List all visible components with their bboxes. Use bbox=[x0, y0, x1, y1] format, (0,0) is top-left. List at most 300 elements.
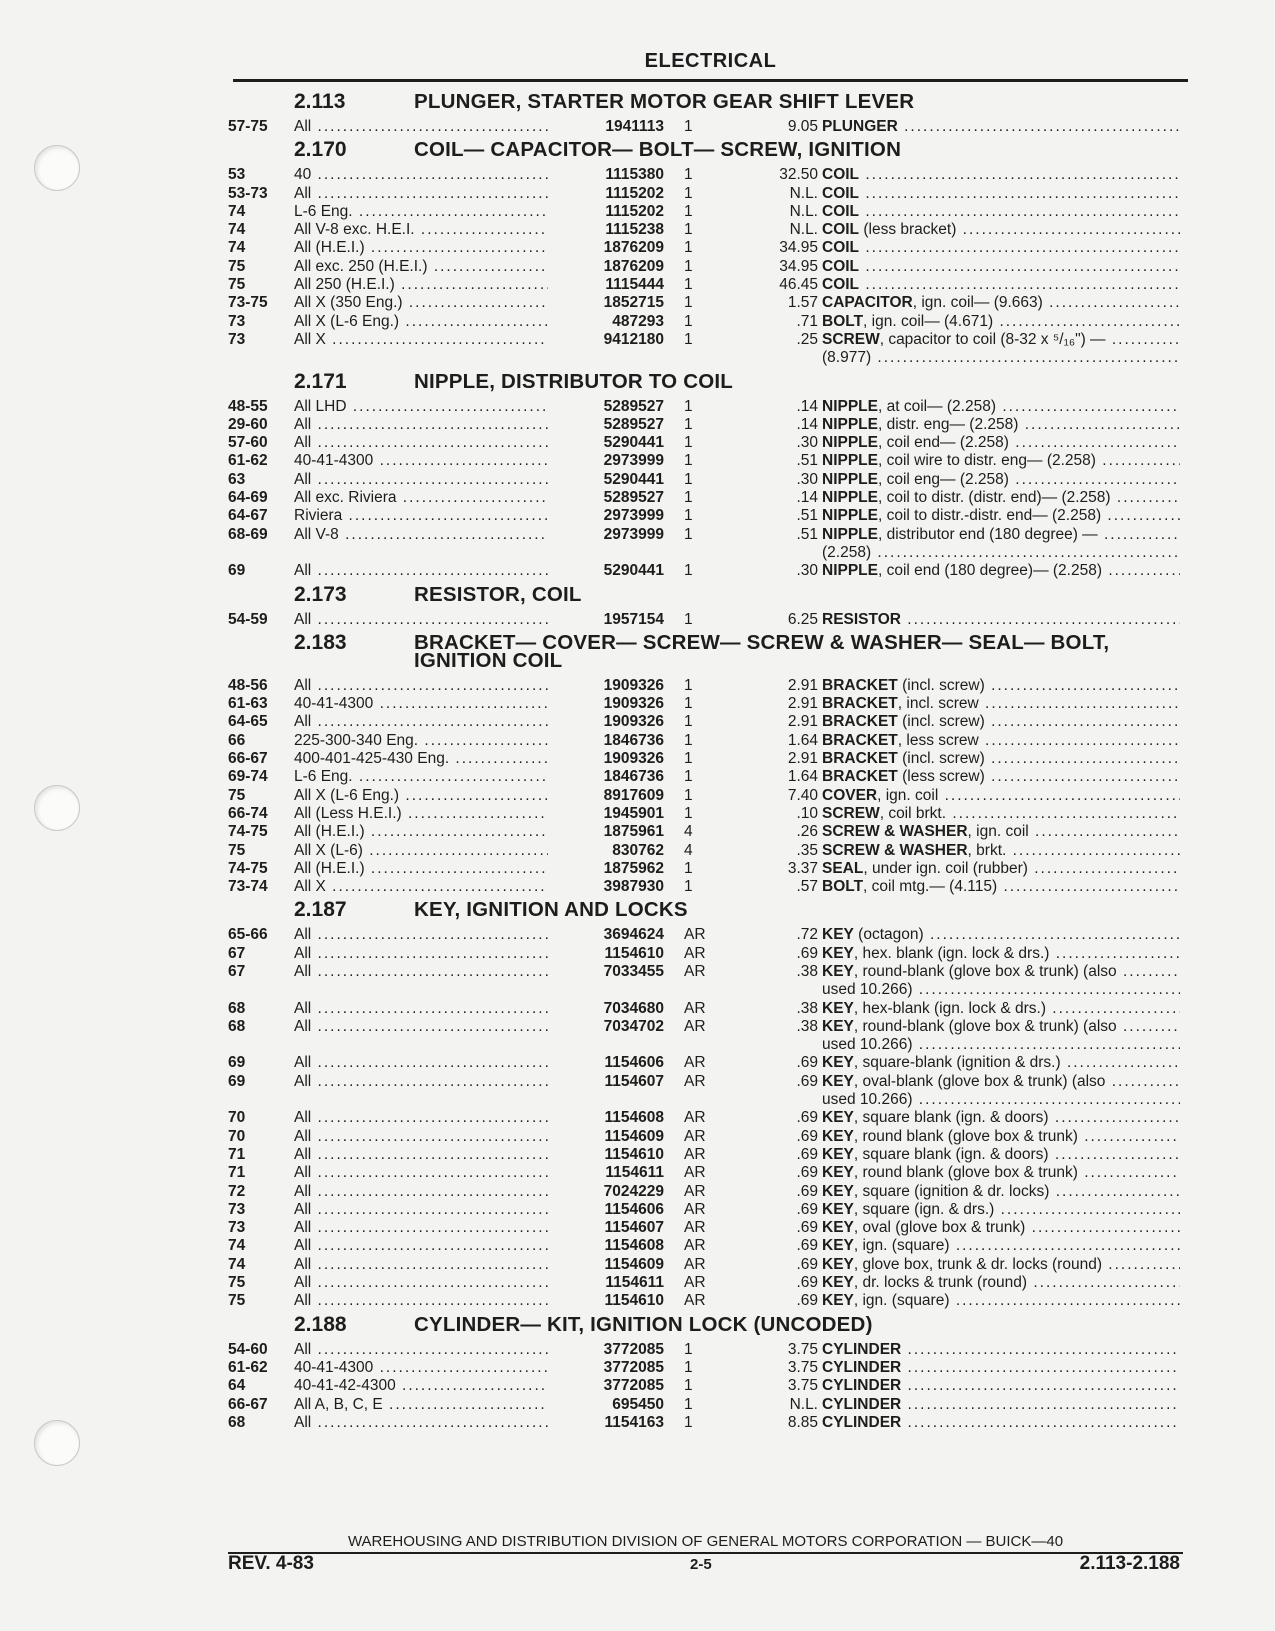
description-detail: , ign. coil bbox=[877, 786, 939, 804]
description-line bbox=[822, 331, 1180, 349]
quantity: 1 bbox=[684, 294, 693, 312]
description-keyword: KEY bbox=[822, 1054, 854, 1072]
description-keyword: NIPPLE bbox=[822, 397, 878, 415]
description-line bbox=[822, 452, 1180, 470]
footer-division: WAREHOUSING AND DISTRIBUTION DIVISION OF GENERAL MOTORS CORPORATION — BUICK—40 bbox=[228, 1533, 1183, 1554]
application: All ..... bbox=[294, 945, 559, 963]
part-number: 3772085 bbox=[548, 1359, 664, 1377]
application: All V-8 exc. H.E.I. ..... bbox=[294, 221, 559, 239]
model-years: 68 bbox=[228, 1017, 246, 1035]
quantity: 1 bbox=[684, 610, 693, 628]
quantity: AR bbox=[684, 1255, 706, 1273]
application: All ..... bbox=[294, 926, 559, 944]
price: .69 bbox=[796, 1292, 818, 1310]
price: .69 bbox=[796, 1054, 818, 1072]
description bbox=[822, 562, 1180, 580]
model-years: 75 bbox=[228, 786, 246, 804]
quantity: AR bbox=[684, 926, 706, 944]
application: All ..... bbox=[294, 1146, 559, 1164]
application: All A, B, C, E ..... bbox=[294, 1396, 559, 1414]
price: .14 bbox=[796, 489, 818, 507]
description-line bbox=[822, 1183, 1180, 1201]
description-detail: , less screw bbox=[897, 731, 979, 749]
part-row bbox=[228, 787, 1183, 805]
description-keyword: CAPACITOR bbox=[822, 294, 913, 312]
description-line bbox=[822, 118, 1180, 136]
price: .69 bbox=[796, 1255, 818, 1273]
model-years: 61-63 bbox=[228, 695, 268, 713]
model-years: 48-55 bbox=[228, 397, 268, 415]
quantity: AR bbox=[684, 1164, 706, 1182]
description-line bbox=[822, 221, 1180, 239]
quantity: AR bbox=[684, 1219, 706, 1237]
section-title bbox=[414, 90, 1179, 113]
description-line bbox=[822, 1164, 1180, 1182]
application: All X ..... bbox=[294, 878, 559, 896]
part-number: 695450 bbox=[548, 1396, 664, 1414]
quantity: 1 bbox=[684, 257, 693, 275]
description bbox=[822, 1018, 1180, 1054]
part-row bbox=[228, 294, 1183, 312]
model-years: 66-74 bbox=[228, 804, 268, 822]
price: .71 bbox=[796, 312, 818, 330]
part-number: 1154611 bbox=[548, 1164, 664, 1182]
application: All (H.E.I.) ..... bbox=[294, 823, 559, 841]
application: All X (L-6 Eng.) ..... bbox=[294, 787, 559, 805]
description-keyword: COVER bbox=[822, 786, 878, 804]
price: .14 bbox=[796, 415, 818, 433]
application: All 250 (H.E.I.) ..... bbox=[294, 276, 559, 294]
description-detail: , hex-blank (ign. lock & drs.) bbox=[853, 999, 1046, 1017]
quantity: 1 bbox=[684, 239, 693, 257]
description-line bbox=[822, 276, 1180, 294]
quantity: AR bbox=[684, 1274, 706, 1292]
description-line bbox=[822, 860, 1180, 878]
description-line bbox=[822, 1073, 1180, 1091]
description-line bbox=[822, 1109, 1180, 1127]
description bbox=[822, 239, 1180, 257]
description-detail: , incl. screw bbox=[897, 695, 979, 713]
description-keyword: COIL bbox=[822, 239, 860, 257]
part-row bbox=[228, 805, 1183, 823]
description bbox=[822, 294, 1180, 312]
description-keyword: KEY bbox=[822, 944, 854, 962]
description-line bbox=[822, 349, 1180, 367]
model-years: 75 bbox=[228, 257, 246, 275]
quantity: 4 bbox=[684, 841, 693, 859]
quantity: 1 bbox=[684, 118, 693, 135]
page-title: ELECTRICAL bbox=[233, 50, 1188, 82]
part-number: 5290441 bbox=[548, 471, 664, 489]
description-keyword: RESISTOR bbox=[822, 610, 901, 628]
application: All (Less H.E.I.) ..... bbox=[294, 805, 559, 823]
description bbox=[822, 823, 1180, 841]
part-number: 1909326 bbox=[548, 713, 664, 731]
model-years: 68 bbox=[228, 999, 246, 1017]
application: All ..... bbox=[294, 1128, 559, 1146]
part-row bbox=[228, 313, 1183, 331]
description-line bbox=[822, 489, 1180, 507]
part-number: 1154609 bbox=[548, 1128, 664, 1146]
description bbox=[822, 1219, 1180, 1237]
price: 34.95 bbox=[779, 239, 818, 257]
description-line bbox=[822, 981, 1180, 999]
part-number: 3772085 bbox=[548, 1341, 664, 1359]
quantity: 1 bbox=[684, 676, 693, 694]
section-header bbox=[228, 631, 1183, 677]
application: All ..... bbox=[294, 1414, 559, 1432]
description bbox=[822, 1256, 1180, 1274]
application: All ..... bbox=[294, 713, 559, 731]
description-detail: , round blank (glove box & trunk) bbox=[853, 1127, 1078, 1145]
section-title-line: RESISTOR, COIL bbox=[414, 582, 582, 606]
price: .57 bbox=[796, 878, 818, 896]
model-years: 73 bbox=[228, 1200, 246, 1218]
description-line bbox=[822, 239, 1180, 257]
model-years: 70 bbox=[228, 1127, 246, 1145]
application: All X (350 Eng.) ..... bbox=[294, 294, 559, 312]
description-detail: used 10.266) bbox=[822, 980, 913, 998]
part-row bbox=[228, 1219, 1183, 1237]
description-line bbox=[822, 611, 1180, 629]
price: 3.75 bbox=[787, 1340, 818, 1358]
part-row bbox=[228, 489, 1183, 507]
description-line bbox=[822, 695, 1180, 713]
description-keyword: NIPPLE bbox=[822, 470, 878, 488]
section-number: 2.183 bbox=[294, 630, 347, 654]
part-number: 2973999 bbox=[548, 526, 664, 544]
description bbox=[822, 1341, 1180, 1359]
description-keyword: NIPPLE bbox=[822, 489, 878, 507]
application: All X ..... bbox=[294, 331, 559, 349]
part-row bbox=[228, 732, 1183, 750]
description bbox=[822, 713, 1180, 731]
section-title bbox=[414, 369, 1179, 393]
price: 2.91 bbox=[787, 750, 818, 768]
price: .30 bbox=[796, 434, 818, 452]
description-detail: (incl. screw) bbox=[897, 750, 985, 768]
price: .10 bbox=[796, 804, 818, 822]
application: All LHD ..... bbox=[294, 398, 559, 416]
description bbox=[822, 842, 1180, 860]
price: .51 bbox=[796, 525, 818, 543]
model-years: 73 bbox=[228, 312, 246, 330]
description-line bbox=[822, 1359, 1180, 1377]
part-number: 9412180 bbox=[548, 331, 664, 349]
model-years: 66-67 bbox=[228, 750, 268, 768]
price: .25 bbox=[796, 330, 818, 348]
description bbox=[822, 452, 1180, 470]
quantity: AR bbox=[684, 1200, 706, 1218]
description-line bbox=[822, 1018, 1180, 1036]
description bbox=[822, 787, 1180, 805]
part-number: 830762 bbox=[548, 842, 664, 860]
part-number: 3772085 bbox=[548, 1377, 664, 1395]
part-row bbox=[228, 1000, 1183, 1018]
section-header bbox=[228, 1313, 1183, 1341]
price: .69 bbox=[796, 1182, 818, 1200]
application: All exc. 250 (H.E.I.) ..... bbox=[294, 258, 559, 276]
section-number: 2.188 bbox=[294, 1312, 347, 1336]
description-line bbox=[822, 1036, 1180, 1054]
quantity: 1 bbox=[684, 1377, 693, 1395]
section-title-line: KEY, IGNITION AND LOCKS bbox=[414, 898, 688, 922]
description bbox=[822, 963, 1180, 999]
quantity: 1 bbox=[684, 1340, 693, 1358]
part-row bbox=[228, 677, 1183, 695]
description bbox=[822, 1128, 1180, 1146]
description bbox=[822, 313, 1180, 331]
quantity: 1 bbox=[684, 1413, 693, 1431]
quantity: 1 bbox=[684, 184, 693, 202]
description-line bbox=[822, 258, 1180, 276]
description-keyword: KEY bbox=[822, 1255, 854, 1273]
description-detail: , coil end (180 degree)— (2.258) bbox=[877, 562, 1103, 580]
description bbox=[822, 1274, 1180, 1292]
price: 2.91 bbox=[787, 676, 818, 694]
application: All ..... bbox=[294, 118, 559, 136]
model-years: 53-73 bbox=[228, 184, 268, 202]
model-years: 74 bbox=[228, 239, 246, 257]
section-number: 2.113 bbox=[294, 90, 346, 113]
part-number: 7024229 bbox=[548, 1183, 664, 1201]
part-row bbox=[228, 276, 1183, 294]
description-keyword: COIL bbox=[822, 166, 860, 184]
description bbox=[822, 1109, 1180, 1127]
description-line bbox=[822, 713, 1180, 731]
price: .69 bbox=[796, 1237, 818, 1255]
part-number: 1945901 bbox=[548, 805, 664, 823]
description-keyword: CYLINDER bbox=[822, 1377, 902, 1395]
quantity: AR bbox=[684, 962, 706, 980]
model-years: 73 bbox=[228, 1219, 246, 1237]
description-keyword: KEY bbox=[822, 1017, 854, 1035]
description-keyword: KEY bbox=[822, 1292, 854, 1310]
quantity: 1 bbox=[684, 330, 693, 348]
part-number: 1875961 bbox=[548, 823, 664, 841]
model-years: 73-75 bbox=[228, 294, 268, 312]
part-row bbox=[228, 166, 1183, 184]
description bbox=[822, 203, 1180, 221]
section-header bbox=[228, 90, 1183, 118]
section-number: 2.170 bbox=[294, 138, 347, 162]
description-keyword: KEY bbox=[822, 1109, 854, 1127]
part-row bbox=[228, 452, 1183, 470]
model-years: 75 bbox=[228, 841, 246, 859]
part-row bbox=[228, 416, 1183, 434]
description-detail: (2.258) bbox=[822, 543, 872, 561]
description-keyword: BRACKET bbox=[822, 768, 898, 786]
model-years: 64-69 bbox=[228, 489, 268, 507]
price: .69 bbox=[796, 1274, 818, 1292]
application: All exc. Riviera ..... bbox=[294, 489, 559, 507]
model-years: 74-75 bbox=[228, 859, 268, 877]
description-keyword: NIPPLE bbox=[822, 562, 878, 580]
model-years: 66 bbox=[228, 731, 246, 749]
price: 2.91 bbox=[787, 695, 818, 713]
section-title bbox=[414, 1312, 1179, 1336]
part-row bbox=[228, 221, 1183, 239]
quantity: 1 bbox=[684, 434, 693, 452]
description bbox=[822, 1292, 1180, 1310]
part-number: 1852715 bbox=[548, 294, 664, 312]
description bbox=[822, 398, 1180, 416]
description-line bbox=[822, 945, 1180, 963]
part-number: 5289527 bbox=[548, 398, 664, 416]
application: All ..... bbox=[294, 1183, 559, 1201]
description bbox=[822, 805, 1180, 823]
application: All (H.E.I.) ..... bbox=[294, 239, 559, 257]
model-years: 65-66 bbox=[228, 926, 268, 944]
application: All ..... bbox=[294, 434, 559, 452]
price: 34.95 bbox=[779, 257, 818, 275]
description-detail: , coil mtg.— (4.115) bbox=[863, 878, 998, 896]
description-detail: , distr. eng— (2.258) bbox=[877, 415, 1019, 433]
model-years: 54-59 bbox=[228, 610, 268, 628]
price: 46.45 bbox=[779, 276, 818, 294]
description-line bbox=[822, 313, 1180, 331]
model-years: 69-74 bbox=[228, 768, 268, 786]
model-years: 74 bbox=[228, 1255, 246, 1273]
model-years: 70 bbox=[228, 1109, 246, 1127]
section-title-line: IGNITION COIL bbox=[414, 648, 563, 672]
part-row bbox=[228, 1292, 1183, 1310]
description-line bbox=[822, 1201, 1180, 1219]
quantity: 1 bbox=[684, 397, 693, 415]
description-detail: , square blank (ign. & doors) bbox=[853, 1109, 1049, 1127]
quantity: 1 bbox=[684, 786, 693, 804]
description bbox=[822, 1054, 1180, 1072]
section-header bbox=[228, 370, 1183, 398]
description-detail: , ign. coil bbox=[967, 823, 1029, 841]
description-detail: , square (ign. & drs.) bbox=[853, 1200, 995, 1218]
part-row bbox=[228, 695, 1183, 713]
part-row bbox=[228, 823, 1183, 841]
quantity: 1 bbox=[684, 750, 693, 768]
part-number: 1154606 bbox=[548, 1201, 664, 1219]
application: All ..... bbox=[294, 185, 559, 203]
description-detail: , square (ignition & dr. locks) bbox=[853, 1182, 1050, 1200]
part-row bbox=[228, 1018, 1183, 1055]
description-keyword: BRACKET bbox=[822, 750, 898, 768]
description-line bbox=[822, 963, 1180, 981]
quantity: AR bbox=[684, 1109, 706, 1127]
description-keyword: NIPPLE bbox=[822, 434, 878, 452]
description bbox=[822, 695, 1180, 713]
quantity: AR bbox=[684, 1127, 706, 1145]
model-years: 74 bbox=[228, 1237, 246, 1255]
part-row bbox=[228, 398, 1183, 416]
binder-hole bbox=[34, 1420, 80, 1466]
part-row bbox=[228, 1237, 1183, 1255]
model-years: 74-75 bbox=[228, 823, 268, 841]
model-years: 67 bbox=[228, 944, 246, 962]
price: 3.75 bbox=[787, 1377, 818, 1395]
description bbox=[822, 1359, 1180, 1377]
application: All ..... bbox=[294, 562, 559, 580]
description-keyword: NIPPLE bbox=[822, 452, 878, 470]
description-detail: , round-blank (glove box & trunk) (also bbox=[853, 962, 1117, 980]
price: .38 bbox=[796, 962, 818, 980]
price: .35 bbox=[796, 841, 818, 859]
quantity: 1 bbox=[684, 768, 693, 786]
description-line bbox=[822, 1341, 1180, 1359]
description-keyword: KEY bbox=[822, 1274, 854, 1292]
description-keyword: KEY bbox=[822, 1072, 854, 1090]
part-number: 1154609 bbox=[548, 1256, 664, 1274]
model-years: 75 bbox=[228, 1274, 246, 1292]
part-row bbox=[228, 1396, 1183, 1414]
price: .69 bbox=[796, 1164, 818, 1182]
model-years: 57-75 bbox=[228, 118, 268, 135]
description bbox=[822, 1414, 1180, 1432]
description bbox=[822, 1146, 1180, 1164]
description-detail: used 10.266) bbox=[822, 1035, 913, 1053]
description-line bbox=[822, 1219, 1180, 1237]
application: All ..... bbox=[294, 1109, 559, 1127]
quantity: 1 bbox=[684, 202, 693, 220]
description bbox=[822, 1377, 1180, 1395]
part-number: 1957154 bbox=[548, 611, 664, 629]
part-row bbox=[228, 1274, 1183, 1292]
description bbox=[822, 507, 1180, 525]
model-years: 74 bbox=[228, 221, 246, 239]
application: All ..... bbox=[294, 1237, 559, 1255]
description-keyword: CYLINDER bbox=[822, 1413, 902, 1431]
part-number: 1876209 bbox=[548, 239, 664, 257]
part-row bbox=[228, 1146, 1183, 1164]
description bbox=[822, 489, 1180, 507]
price: 32.50 bbox=[779, 166, 818, 184]
description bbox=[822, 221, 1180, 239]
description-keyword: CYLINDER bbox=[822, 1358, 902, 1376]
part-number: 7034702 bbox=[548, 1018, 664, 1036]
part-number: 3987930 bbox=[548, 878, 664, 896]
price: .69 bbox=[796, 1200, 818, 1218]
application: All ..... bbox=[294, 1219, 559, 1237]
part-row bbox=[228, 562, 1183, 580]
description-keyword: BRACKET bbox=[822, 676, 898, 694]
application: All ..... bbox=[294, 611, 559, 629]
price: .30 bbox=[796, 562, 818, 580]
application: 40-41-4300 ..... bbox=[294, 695, 559, 713]
part-number: 1154607 bbox=[548, 1073, 664, 1091]
price: .51 bbox=[796, 507, 818, 525]
quantity: AR bbox=[684, 1017, 706, 1035]
part-row bbox=[228, 471, 1183, 489]
model-years: 71 bbox=[228, 1164, 246, 1182]
part-number: 1154163 bbox=[548, 1414, 664, 1432]
description-keyword: NIPPLE bbox=[822, 415, 878, 433]
model-years: 64-67 bbox=[228, 507, 268, 525]
quantity: 1 bbox=[684, 525, 693, 543]
binder-hole bbox=[34, 785, 80, 831]
price: 8.85 bbox=[787, 1413, 818, 1431]
description-line bbox=[822, 1256, 1180, 1274]
description bbox=[822, 677, 1180, 695]
price: N.L. bbox=[789, 221, 818, 239]
application: All X (L-6 Eng.) ..... bbox=[294, 313, 559, 331]
price: 3.75 bbox=[787, 1358, 818, 1376]
part-row bbox=[228, 1377, 1183, 1395]
description-line bbox=[822, 526, 1180, 544]
part-row bbox=[228, 185, 1183, 203]
description bbox=[822, 258, 1180, 276]
part-number: 1941113 bbox=[548, 118, 664, 136]
part-row bbox=[228, 239, 1183, 257]
description-line bbox=[822, 562, 1180, 580]
model-years: 66-67 bbox=[228, 1395, 268, 1413]
